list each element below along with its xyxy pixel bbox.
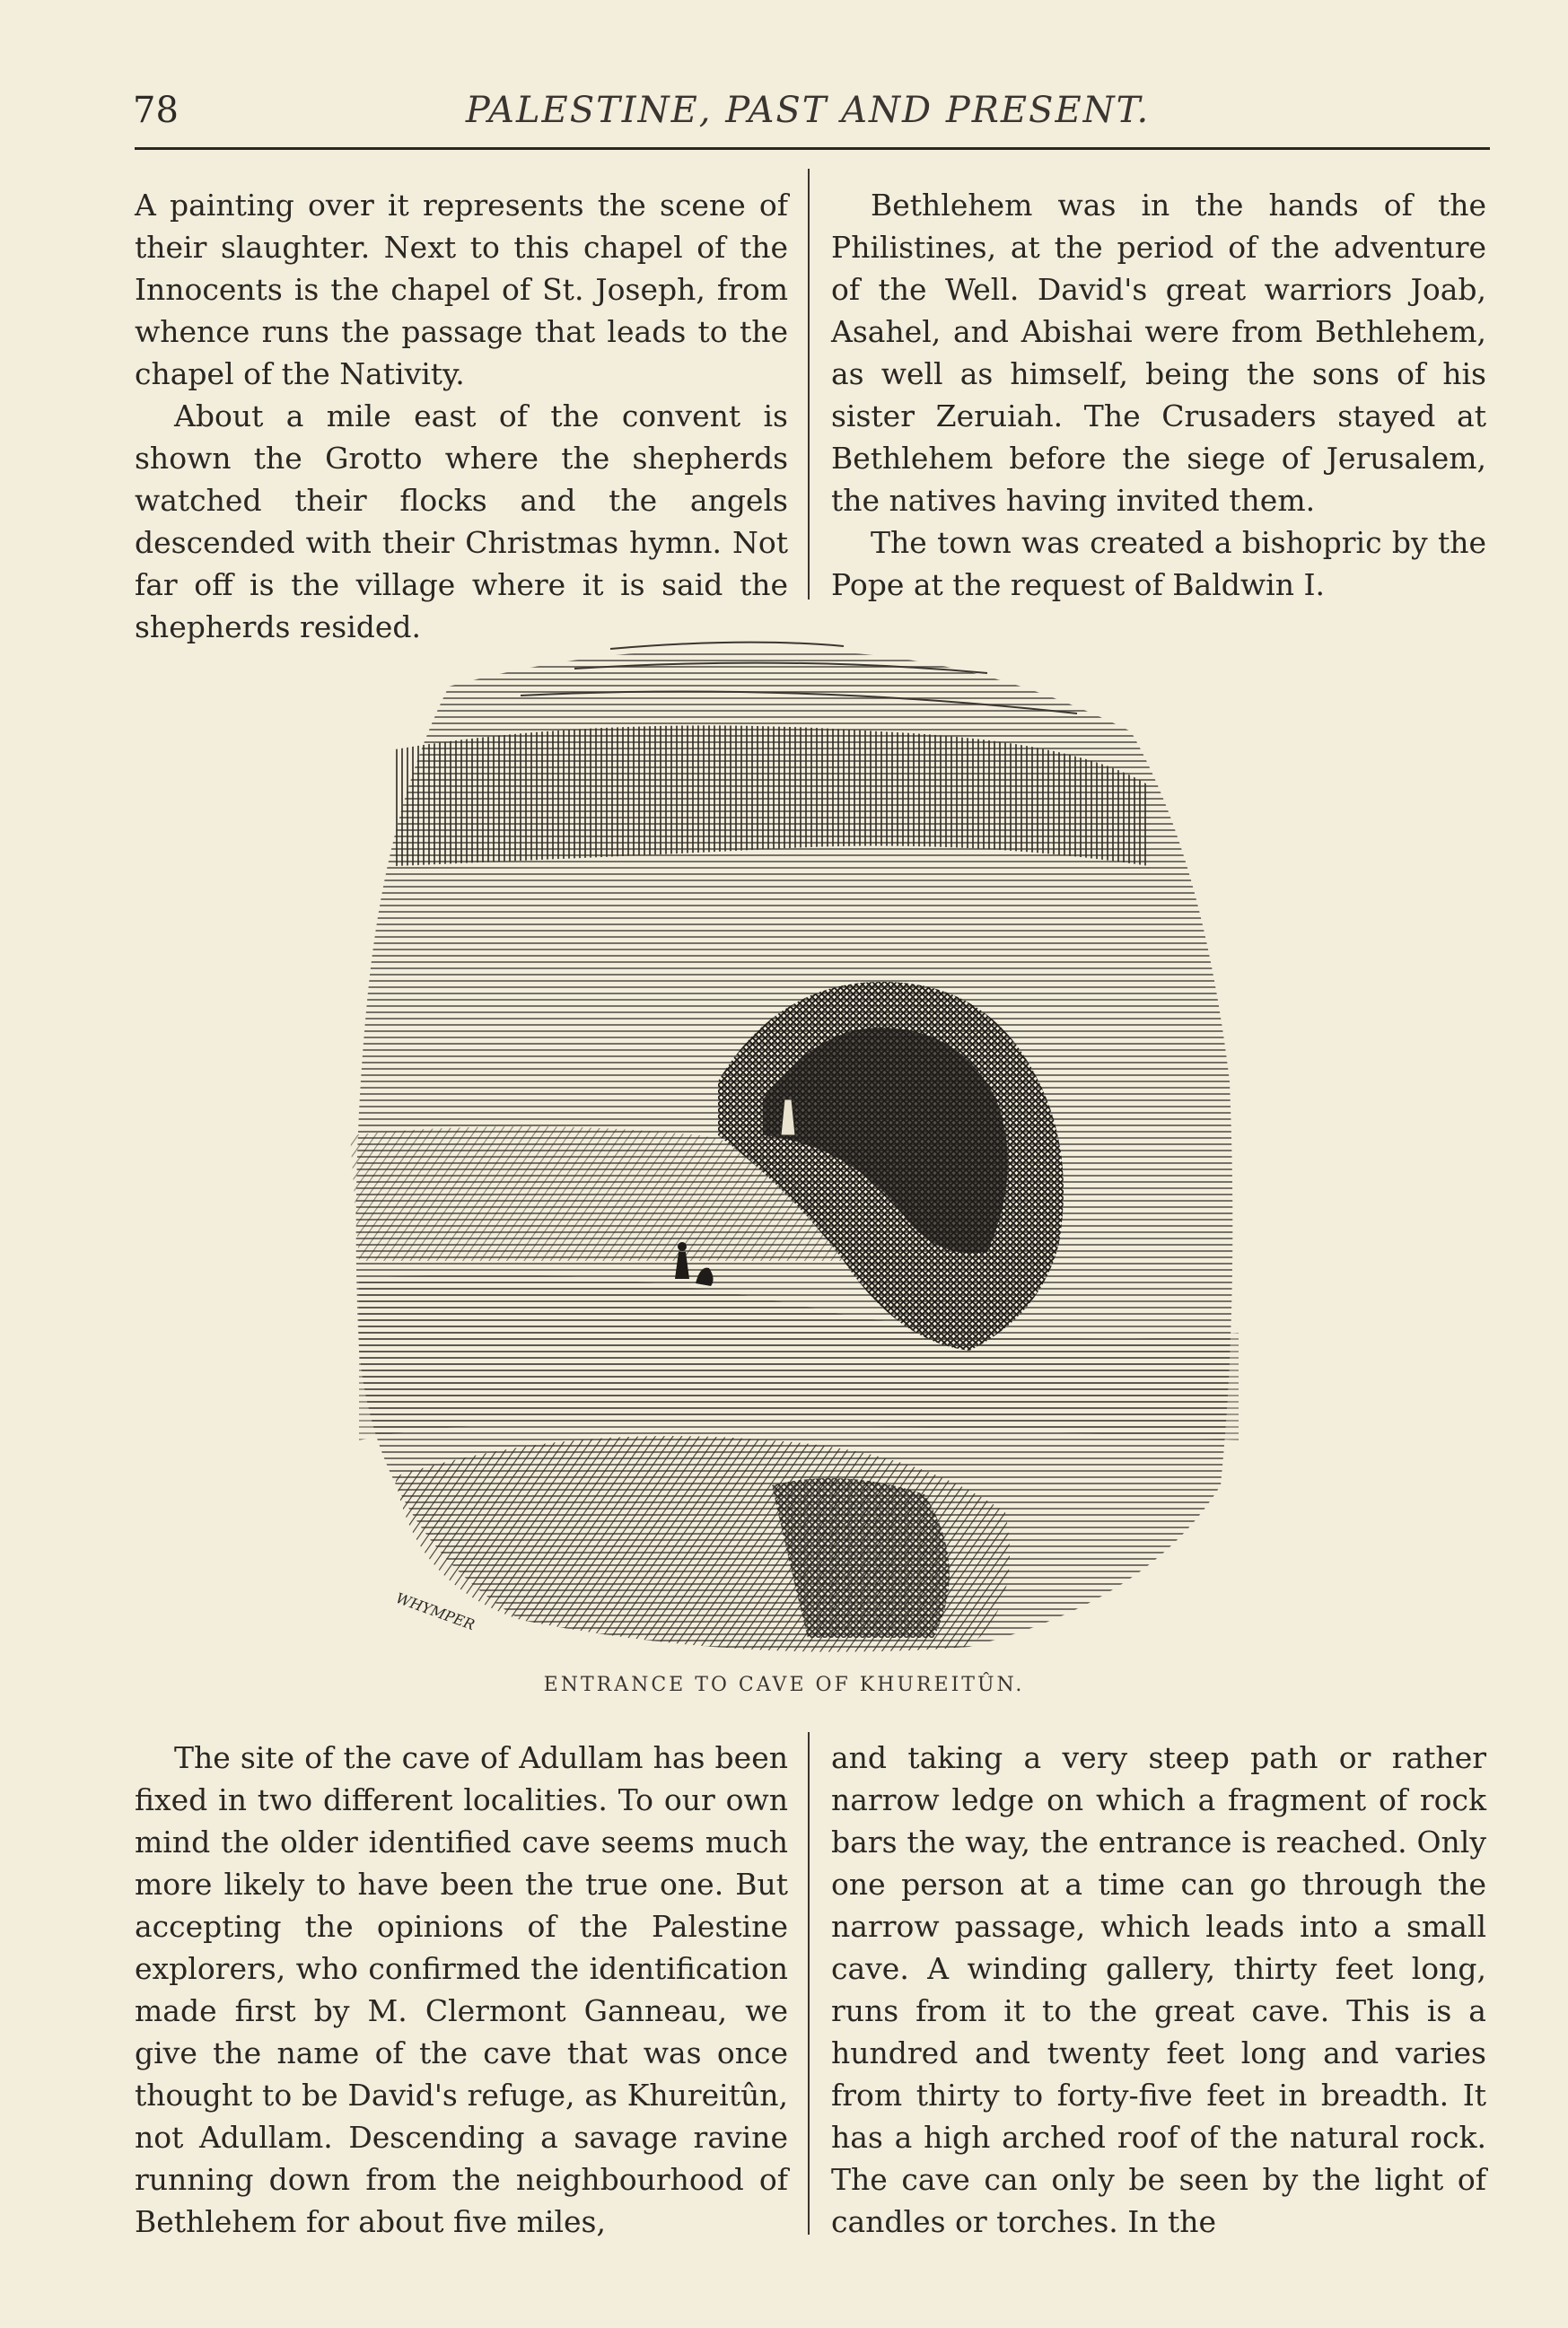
paragraph: A painting over it represents the scene of their slaughter. Next to this chapel of the Innocents is the chapel of St. Joseph, from whence runs the passage that leads to the chapel of the Nativity.: [135, 188, 788, 391]
paragraph: The town was created a bishopric by the Pope at the request of Baldwin I.: [831, 525, 1486, 602]
paragraph: About a mile east of the convent is shown the Grotto where the shepherds watched their flocks and the angels descended with their Christmas hymn. Not far off is the village where it is said the shepherds resided.: [135, 398, 788, 644]
column-divider: [808, 1732, 810, 2235]
top-right-column: [831, 184, 1486, 606]
paragraph: The site of the cave of Adullam has been fixed in two different localities. To our own mind the older identified cave seems much more likely to have been the true one. But accepting the opinions of the Palestine explorers, who confirmed the identification made first by M. Clermont Ganneau, we give the name of the cave that was once thought to be David's refuge, as Khureitûn, not Adullam. Descending a savage ravine running down from the neighbourhood of Bethlehem for about five miles,: [135, 1740, 788, 2239]
page-number: 78: [133, 90, 179, 131]
engraving-illustration: [341, 633, 1266, 1665]
cave-engraving: [341, 633, 1266, 1665]
bottom-right-column: [831, 1737, 1486, 2243]
bottom-left-column: [135, 1737, 788, 2243]
figure-caption: ENTRANCE TO CAVE OF KHUREITÛN.: [543, 1674, 1025, 1696]
running-header: [126, 83, 1490, 145]
running-title: PALESTINE, PAST AND PRESENT.: [465, 90, 1151, 131]
engraver-signature: WHYMPER: [393, 1588, 477, 1634]
paragraph: and taking a very steep path or rather narrow ledge on which a fragment of rock bars the way, the entrance is reached. Only one person at a time can go through the narrow passage, which leads into a small cave. A winding gallery, thirty feet long, runs from it to the great cave. This is a hundred and twenty feet long and varies from thirty to forty-five feet in breadth. It has a high arched roof of the natural rock. The cave can only be seen by the light of candles or torches. In the: [831, 1740, 1486, 2239]
paragraph: Bethlehem was in the hands of the Philistines, at the period of the adventure of the Well. David's great warriors Joab, Asahel, and Abishai were from Bethlehem, as well as himself, being the sons of his sister Zeruiah. The Crusaders stayed at Bethlehem before the siege of Jerusalem, the natives having invited them.: [831, 188, 1486, 518]
column-divider: [808, 169, 810, 600]
top-left-column: [135, 184, 788, 648]
header-rule: [135, 147, 1490, 150]
